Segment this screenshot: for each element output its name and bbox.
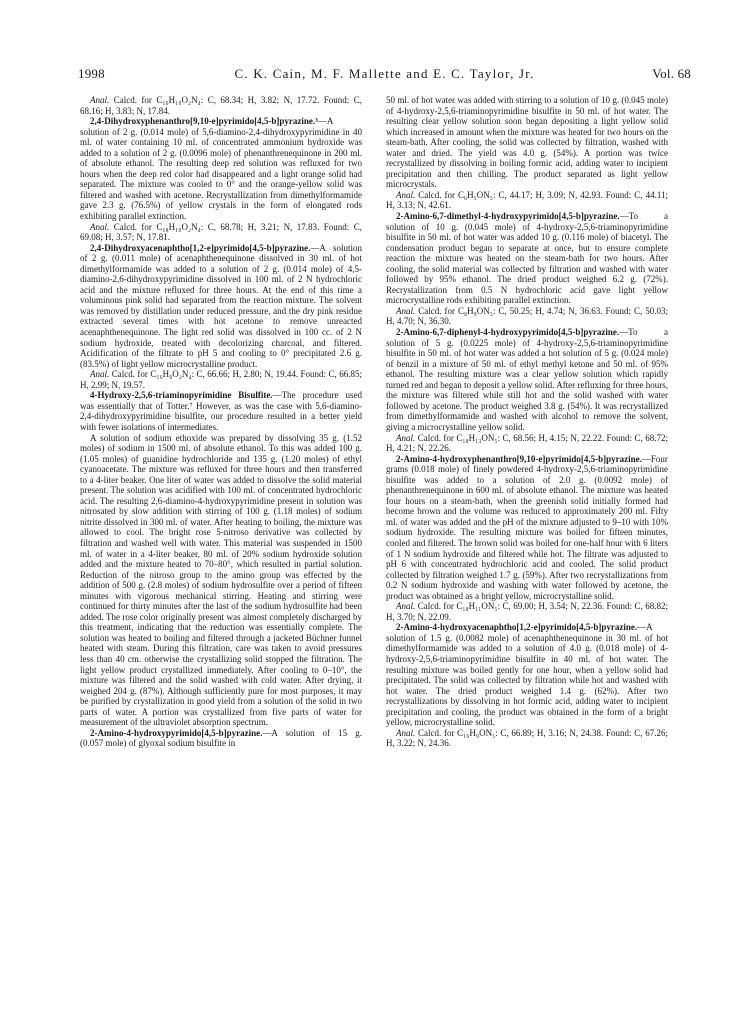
running-header (78, 66, 691, 86)
paragraph-text: 50 ml. of hot water was added with stirring to a solution of 10 g. (0.045 mole) of 4-hydroxy-2,5,6-triaminopyrimidine bisulfite in 50 ml. of hot water. The resulting clear yellow solution soon began depositing a light yellow solid which increased in amount when the mixture was heated for two hours on the steam-bath. After cooling, the solid was collected by filtration, washed with water and dried. The yield was 4.0 g. (54%). A portion was twice recrystallized by dissolving in boiling formic acid, adding water to incipient precipitation and then chilling. The product separated as light yellow microcrystals. (386, 95, 668, 190)
paragraph-text: Calcd. for C₁₆H₁₀O₂N₄: C, 68.34; H, 3.82; N, 17.72. Found: C, 68.16; H, 3.83; N, 17.84. (80, 95, 362, 116)
compound-heading: 2,4-Dihydroxyphenanthro[9,10-e]pyrimido[4,5-b]pyrazine.³ (90, 116, 318, 127)
analysis-label: Anal. (396, 727, 416, 738)
paragraph-text: —A solution of 15 g. (0.057 mole) of glyoxal sodium bisulfite in (80, 727, 362, 749)
volume-number: Vol. 68 (652, 66, 691, 81)
paragraph-text: —A solution of 2 g. (0.014 mole) of 5,6-diamino-2,4-dihydroxypyrimidine in 40 ml. of water containing 10 ml. of concentrated ammonium hydroxide was added to a solution of 2 g. (0.0096 mole) of phenanthrenequinone in 200 ml. of absolute ethanol. The resulting deep red solution was refluxed for two hours when the deep red color had disappeared and a light orange solid had separated. The mixture was cooled to 0° and the orange-yellow solid was filtered and washed with acetone. Recrystallization from dimethylformamide gave 2.3 g. (76.5%) of yellow crystals in the form of elongated rods exhibiting parallel extinction. (80, 116, 362, 222)
compound-heading: 2,4-Dihydroxyacenaphtho[1,2-e]pyrimido[4,5-b]pyrazine. (90, 242, 311, 253)
page-number: 1998 (78, 66, 105, 81)
paragraph (80, 116, 362, 221)
paragraph (80, 433, 362, 728)
analysis-label: Anal. (396, 305, 416, 316)
paragraph (386, 327, 668, 432)
paragraph-text: Calcd. for C₁₈H₁₃ON₅: C, 68.56; H, 4.15; N, 22.22. Found: C, 68.72; H, 4.21; N, 22.26. (386, 432, 668, 454)
paragraph (386, 433, 668, 454)
paragraph (80, 95, 362, 116)
paragraph-text: A solution of sodium ethoxide was prepared by dissolving 35 g. (1.52 moles) of sodium in 1500 ml. of absolute ethanol. To this was added 100 g. (1.05 moles) of guanidine hydrochloride and 135 g. (1.20 moles) of ethyl cyanoacetate. The mixture was refluxed for three hours and then transferred to a 4-liter beaker. One liter of water was added to dissolve the solid material present. The solution was acidified with 100 ml. of concentrated hydrochloric acid. The resulting 2,6-diamino-4-hydroxypyrimidine present in solution was nitrosated by slow addition with stirring of 100 g. (1.18 moles) of sodium nitrite dissolved in 300 ml. of water. After heating to boiling, the mixture was allowed to cool. The bright rose 5-nitroso derivative was collected by filtration and washed well with water. This material was suspended in 1500 ml. of water in a 4-liter beaker, 80 ml. of 20% sodium hydroxide solution added and the mixture heated to 70–80°, which resulted in partial solution. Reduction of the nitroso group to the amino group was effected by the addition of 500 g. (2.8 moles) of sodium hydrosulfite over a period of fifteen minutes with vigorous mechanical stirring. Heating and stirring were continued for thirty minutes after the last of the sodium hydrosulfite had been added. The rose color originally present was almost completely discharged by this treatment, indicating that the reduction was essentially complete. The solution was heated to boiling and filtered through a jacketed Büchner funnel heated with steam. During this filtration, care was taken to avoid pressures less than 40 cm. otherwise the crystallizing solid stopped the filtration. The light yellow product crystallized immediately. After cooling to 0–10°, the mixture was filtered and the solid washed with cold water. After drying, it weighed 204 g. (87%). Although sufficiently pure for most purposes, it may be purified by crystallization in good yield from a solution of the solid in two parts of water. A portion was crystallized from five parts of water for measurement of the ultraviolet absorption spectrum. (80, 432, 362, 728)
compound-heading: 2-Amino-4-hydroxyacenaphtho[1,2-e]pyrimido[4,5-b]pyrazine. (396, 622, 638, 633)
paragraph-text: —A solution of 1.5 g. (0.0082 mole) of acenaphthenequinone in 30 ml. of hot dimethylformamide was added to a solution of 4.0 g. (0.018 mole) of 4-hydroxy-2,5,6-triaminopyrimidine bisulfite in 40 ml. of hot water. The resulting mixture was boiled gently for one hour, when a yellow solid had precipitated. The solid was collected by filtration while hot and washed with hot water. The dried product weighed 1.4 g. (62%). After two recrystallizations by dissolving in hot formic acid, adding water to incipient precipitation and cooling, the product was obtained in the form of a bright yellow, microcrystalline solid. (386, 622, 668, 728)
analysis-label: Anal. (396, 601, 416, 612)
paragraph-text: Calcd. for C₁₆H₈O₂N₄: C, 66.66; H, 2.80; N, 19.44. Found: C, 66.85; H, 2.99; N, 19.57. (80, 369, 362, 390)
paragraph (386, 622, 668, 727)
paragraph (386, 601, 668, 622)
analysis-label: Anal. (90, 95, 110, 105)
paragraph-text: —Four grams (0.018 mole) of finely powdered 4-hydroxy-2,5,6-triaminopyrimidine bisulfite was added to a solution of 2.0 g. (0.0092 mole) of phenanthrenequinone in 600 ml. of absolute ethanol. The mixture was heated four hours on a steam-bath, when the greenish solid initially formed had become brown and the volume was reduced to approximately 200 ml. Fifty ml. of water was added and the pH of the mixture adjusted to 9–10 with 10% sodium hydroxide. The resulting mixture was boiled for fifteen minutes, cooled and filtered. The brown solid was boiled for one-half hour with 6 liters of 1 N sodium hydroxide and filtered while hot. The filtrate was adjusted to pH 6 with concentrated hydrochloric acid and cooled. The solid product collected by filtration weighed 1.7 g. (59%). After two recrystallizations from 0.2 N sodium hydroxide and washing with water followed by acetone, the product was obtained as a bright yellow, microcrystalline solid. (386, 453, 668, 601)
analysis-label: Anal. (90, 369, 110, 380)
paragraph-text: Calcd. for C₁₆H₉ON₅: C, 66.89; H, 3.16; N, 24.38. Found: C, 67.26; H, 3.22; N, 24.36. (386, 727, 668, 749)
paragraph (386, 728, 668, 749)
analysis-label: Anal. (90, 221, 110, 232)
paragraph-text: Calcd. for C₁₈H₁₀O₂N₄: C, 68.78; H, 3.21; N, 17.83. Found: C, 69.08; H, 3.57; N, 17.81. (80, 221, 362, 243)
paragraph (80, 369, 362, 390)
paragraph (80, 390, 362, 432)
analysis-label: Anal. (396, 189, 416, 200)
left-column (80, 95, 362, 995)
paragraph (386, 190, 668, 211)
paragraph (80, 728, 362, 749)
paragraph (386, 95, 668, 190)
compound-heading: 2-Amino-4-hydroxyphenanthro[9,10-e]pyrimido[4,5-b]pyrazine. (396, 453, 642, 464)
paragraph-text: Calcd. for C₁₈H₁₁ON₅: C, 69.00; H, 3.54; N, 22.36. Found: C, 68.82; H, 3.70; N, 22.09. (386, 601, 668, 622)
paragraph (386, 306, 668, 327)
compound-heading: 4-Hydroxy-2,5,6-triaminopyrimidine Bisulfite. (90, 390, 273, 401)
compound-heading: 2-Amino-6,7-dimethyl-4-hydroxypyrimido[4,5-b]pyrazine. (396, 211, 620, 222)
paragraph-text: —The procedure used was essentially that of Totter.⁷ However, as was the case with 5,6-diamino-2,4-dihydroxypyrimidine bisulfite, our procedure resulted in a better yield with fewer isolations of intermediates. (80, 390, 362, 432)
paragraph (386, 454, 668, 602)
paragraph-text: —To a solution of 5 g. (0.0225 mole) of 4-hydroxy-2,5,6-triaminopyrimidine bisulfite in 50 ml. of hot water was added a hot solution of 5 g. (0.024 mole) of benzil in a mixture of 50 ml. of ethyl methyl ketone and 50 ml. of 95% ethanol. The resulting mixture was a clear yellow solution which rapidly turned red and began to deposit a yellow solid. After refluxing for three hours, the mixture was filtered while still hot and the solid washed with water followed by acetone. The product weighed 3.8 g. (54%). It was recrystallized from dimethylformamide and washed with alcohol to remove the solvent, giving a microcrystalline yellow solid. (386, 327, 668, 432)
paragraph-text: —To a solution of 10 g. (0.045 mole) of 4-hydroxy-2,5,6-triaminopyrimidine bisulfite in 50 ml. of hot water was added 10 g. (0.116 mole) of biacetyl. The condensation product began to separate at once, but to ensure complete reaction the mixture was heated on the steam-bath for two hours. After cooling, the solid material was collected by filtration and washed with water followed by 95% ethanol. The dried product weighed 6.2 g. (72%). Recrystallization from 0.5 N hydrochloric acid gave light yellow microcrystalline rods exhibiting parallel extinction. (386, 211, 668, 306)
paragraph (80, 222, 362, 243)
analysis-label: Anal. (396, 432, 416, 443)
paragraph-text: —A solution of 2 g. (0.011 mole) of acenaphthenequinone dissolved in 30 ml. of hot dimethylformamide was added to a solution of 2 g. (0.014 mole) of 4,5-diamino-2,6-dihydroxypyrimidine dissolved in 100 ml. of 2 N hydrochloric acid and the mixture refluxed for three hours. At the end of this time a voluminous pink solid had separated from the reaction mixture. The solvent was removed by distillation under reduced pressure, and the dry pink residue extracted several times with hot acetone to remove unreacted acenaphthenequinone. The light red solid was dissolved in 100 cc. of 2 N sodium hydroxide, treated with decolorizing charcoal, and filtered. Acidification of the filtrate to pH 5 and cooling to 0° precipitated 2.6 g. (83.5%) of light yellow microcrystalline product. (80, 242, 362, 369)
paragraph-text: Calcd. for C₆H₅ON₅: C, 44.17; H, 3.09; N, 42.93. Found: C, 44.11; H, 3.13; N, 42.61. (386, 189, 668, 211)
right-column (386, 95, 668, 995)
paragraph (386, 211, 668, 306)
paragraph (80, 243, 362, 370)
paragraph-text: Calcd. for C₈H₉ON₅: C, 50.25; H, 4.74; N, 36.63. Found: C, 50.03; H, 4.70; N, 36.30. (386, 305, 668, 327)
compound-heading: 2-Amino-6,7-diphenyl-4-hydroxypyrimido[4,5-b]pyrazine. (396, 327, 620, 338)
running-title-authors: C. K. Cain, M. F. Mallette and E. C. Taylor, Jr. (234, 66, 535, 81)
compound-heading: 2-Amino-4-hydroxypyrimido[4,5-b]pyrazine. (90, 727, 263, 738)
